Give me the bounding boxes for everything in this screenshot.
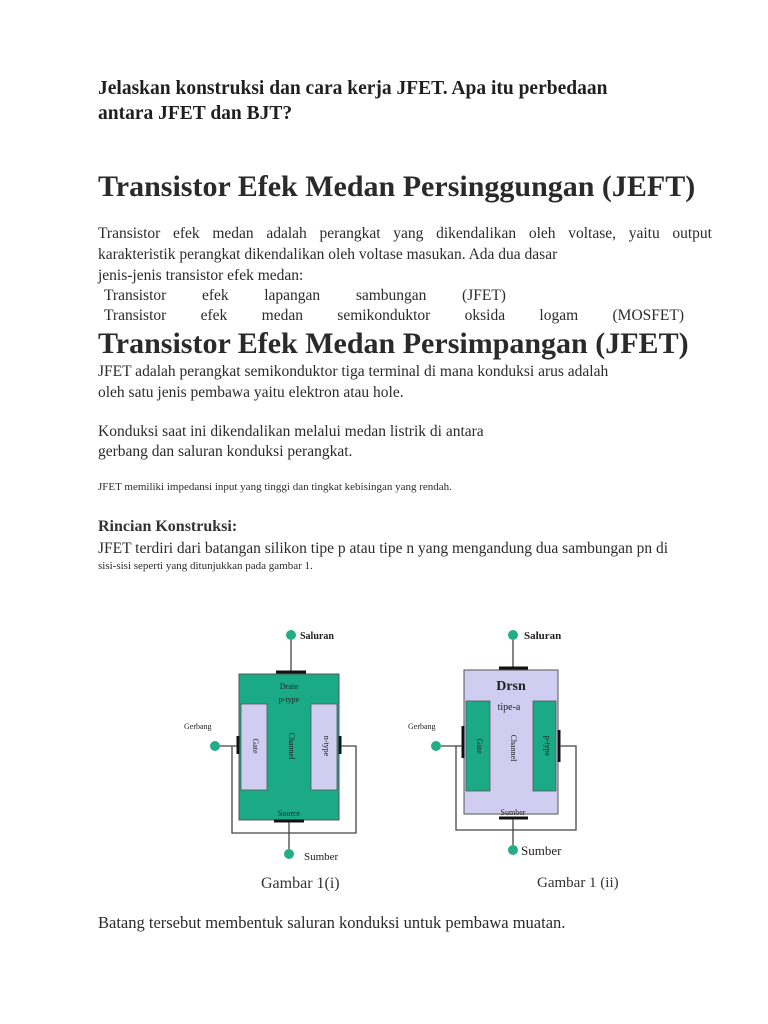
drain-region-label: Drain (279, 682, 299, 691)
source-region-label: Sumber (500, 808, 526, 817)
drain-terminal-dot (286, 630, 296, 640)
type-mosfet (104, 306, 684, 325)
impedance-note: JFET memiliki impedansi input yang tinggi dan tingkat kebisingan yang rendah. (98, 481, 452, 493)
drain-label: Saluran (524, 630, 562, 642)
type-word: logam (539, 307, 579, 324)
gate-terminal-dot (210, 741, 220, 751)
intro-line-3: jenis-jenis transistor efek medan: (98, 267, 304, 284)
question-heading: Jelaskan konstruksi dan cara kerja JFET. Apa itu perbedaan antara JFET dan BJT? (98, 78, 608, 124)
type-word: (MOSFET) (612, 307, 684, 324)
construction-title: Rincian Konstruksi: (98, 518, 238, 535)
type-word: sambungan (355, 287, 427, 304)
closing-line: Batang tersebut membentuk saluran konduksi untuk pembawa muatan. (98, 913, 566, 932)
drain-region-label: Drsn (496, 679, 526, 694)
heading-jfet: Transistor Efek Medan Persimpangan (JFET) (98, 327, 689, 360)
gate-label: Gerbang (184, 722, 212, 731)
source-label: Sumber (304, 851, 339, 863)
jfet-diagram-n-channel (170, 622, 380, 872)
jfet-desc-line-2: oleh satu jenis pembawa yaitu elektron atau hole. (98, 384, 404, 401)
type-word: oksida (464, 307, 506, 324)
jfet-desc-line-1: JFET adalah perangkat semikonduktor tiga terminal di mana konduksi arus adalah (98, 363, 609, 380)
construction-line-2: sisi-sisi seperti yang ditunjukkan pada gambar 1. (98, 560, 313, 572)
type-word: lapangan (264, 287, 321, 304)
type-word: Transistor (104, 287, 167, 304)
side-region-label: p-type (543, 735, 552, 757)
type-word: semikonduktor (337, 307, 431, 324)
channel-label: Channel (287, 732, 296, 760)
figure2-caption: Gambar 1 (ii) (537, 875, 619, 891)
channel-label: Channel (509, 734, 518, 762)
intro-paragraph (98, 224, 712, 243)
intro-line-1: Transistor efek medan adalah perangkat yang dikendalikan oleh voltase, yaitu output (98, 225, 712, 242)
drain-terminal-dot (508, 630, 518, 640)
type-word: Transistor (104, 307, 167, 324)
jfet-diagram-p-channel (400, 622, 600, 862)
conduction-line-2: gerbang dan saluran konduksi perangkat. (98, 443, 353, 460)
gate-label: Gerbang (408, 722, 436, 731)
body-type-label: tipe-a (497, 702, 521, 713)
gate-region-label: Gate (475, 738, 484, 754)
drain-label: Saluran (300, 631, 334, 642)
type-word: (JFET) (462, 287, 506, 304)
heading-jeft: Transistor Efek Medan Persinggungan (JEFT) (98, 170, 696, 203)
type-jfet (104, 286, 506, 305)
side-region-label: n-type (322, 735, 331, 757)
body-type-label: p-type (278, 695, 300, 704)
figure1-caption: Gambar 1(i) (261, 875, 340, 892)
source-terminal-dot (284, 849, 294, 859)
type-word: efek (200, 307, 228, 324)
gate-region-label: Gate (251, 738, 260, 754)
conduction-line-1: Konduksi saat ini dikendalikan melalui medan listrik di antara (98, 423, 484, 440)
source-terminal-dot (508, 845, 518, 855)
source-label: Sumber (521, 843, 562, 858)
type-word: efek (201, 287, 229, 304)
type-word: medan (261, 307, 303, 324)
construction-line-1: JFET terdiri dari batangan silikon tipe p atau tipe n yang mengandung dua sambungan pn di (98, 540, 669, 557)
source-region-label: Source (277, 809, 301, 818)
gate-terminal-dot (431, 741, 441, 751)
intro-line-2: karakteristik perangkat dikendalikan oleh voltase masukan. Ada dua dasar (98, 246, 558, 263)
